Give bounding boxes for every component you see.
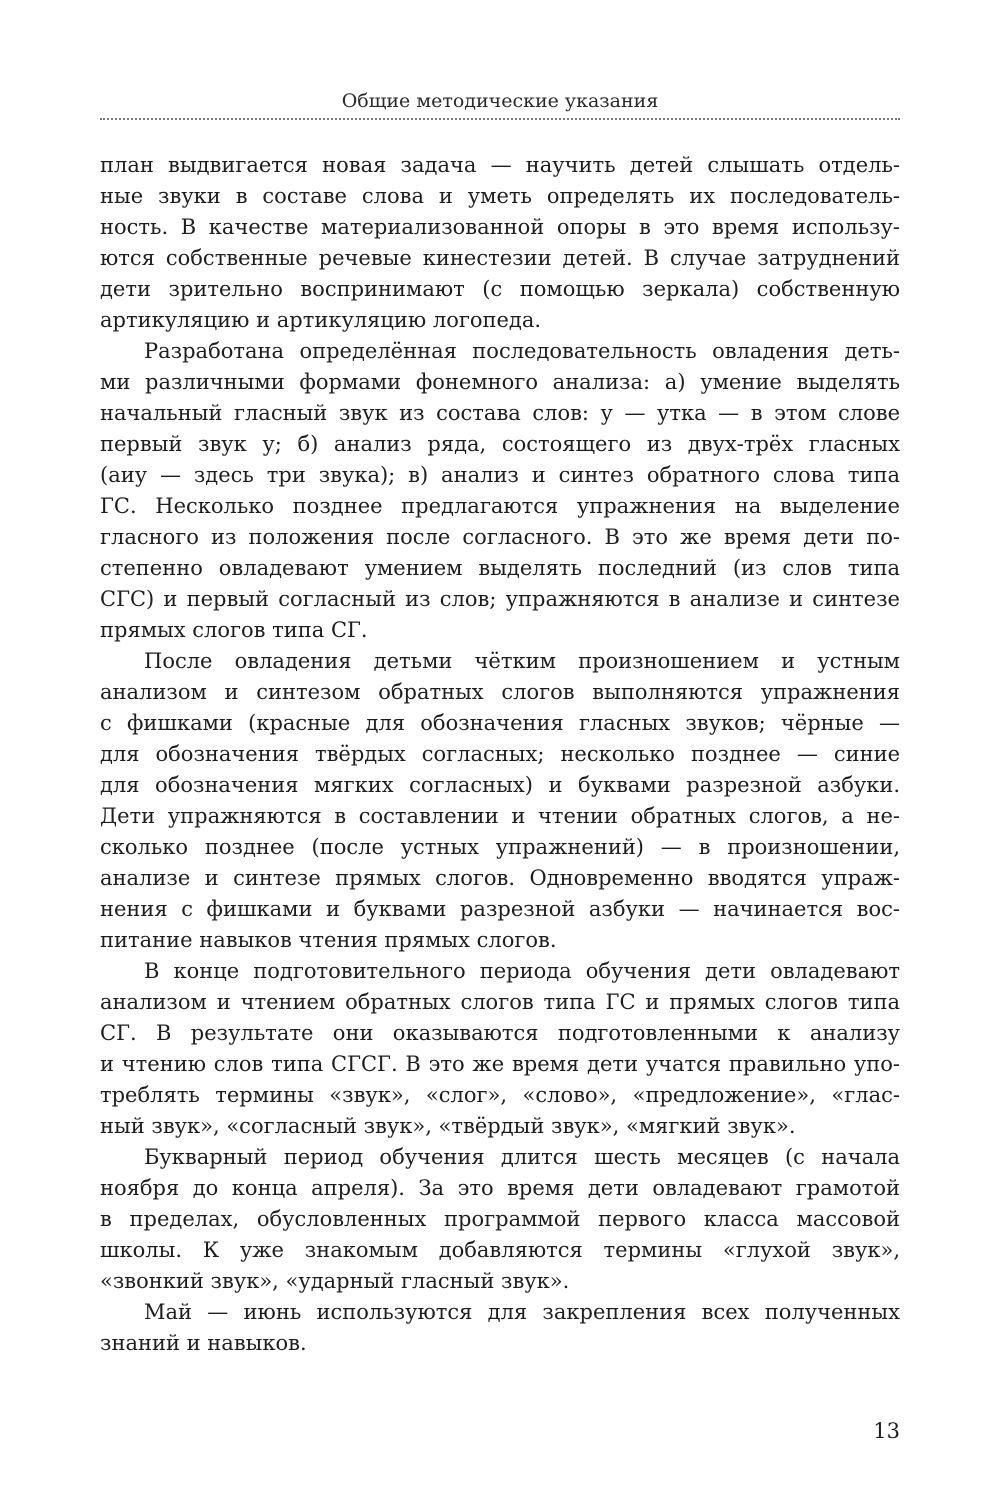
- text-line: с фишками (красные для обозначения гласных звуков; чёрные —: [100, 711, 900, 735]
- text-line: «звонкий звук», «ударный гласный звук».: [100, 1269, 570, 1293]
- text-line: степенно овладевают умением выделять последний (из слов типа: [100, 556, 900, 580]
- text-line: ются собственные речевые кинестезии детей. В случае затруднений: [100, 246, 900, 270]
- text-line: анализе и синтезе прямых слогов. Одновременно вводятся упраж-: [100, 866, 900, 890]
- text-line: После овладения детьми чётким произношением и устным: [144, 649, 900, 673]
- text-line: питание навыков чтения прямых слогов.: [100, 928, 557, 952]
- header-dotted-rule: [100, 118, 900, 120]
- text-line: треблять термины «звук», «слог», «слово», «предложение», «глас-: [100, 1083, 900, 1107]
- text-line: СГС) и первый согласный из слов; упражняются в анализе и синтезе: [100, 587, 900, 611]
- text-line: для обозначения твёрдых согласных; несколько позднее — синие: [100, 742, 900, 766]
- text-line: анализом и синтезом обратных слогов выполняются упражнения: [100, 680, 900, 704]
- text-line: (аиу — здесь три звука); в) анализ и синтез обратного слова типа: [100, 463, 900, 487]
- text-line: Разработана определённая последовательность овладения деть-: [144, 339, 900, 363]
- paragraph-6: [100, 1297, 900, 1359]
- text-line: гласного из положения после согласного. В это же время дети по-: [100, 525, 900, 549]
- running-header: Общие методические указания: [341, 90, 659, 112]
- text-line: В конце подготовительного периода обучения дети овладевают: [144, 959, 900, 983]
- text-line: ность. В качестве материализованной опоры в это время использу-: [100, 215, 900, 239]
- text-line: и чтению слов типа СГСГ. В это же время дети учатся правильно упо-: [100, 1052, 900, 1076]
- paragraph-1: [100, 150, 900, 336]
- text-line: ноября до конца апреля). За это время дети овладевают грамотой: [100, 1176, 900, 1200]
- text-line: Май — июнь используются для закрепления всех полученных: [144, 1300, 900, 1324]
- paragraph-5: [100, 1142, 900, 1297]
- text-line: сколько позднее (после устных упражнений) — в произношении,: [100, 835, 900, 859]
- paragraph-4: [100, 956, 900, 1142]
- text-line: дети зрительно воспринимают (с помощью зеркала) собственную: [100, 277, 900, 301]
- text-line: начальный гласный звук из состава слов: у — утка — в этом слове: [100, 401, 900, 425]
- text-line: нения с фишками и буквами разрезной азбуки — начинается вос-: [100, 897, 900, 921]
- text-line: первый звук у; б) анализ ряда, состоящего из двух-трёх гласных: [100, 432, 900, 456]
- text-line: в пределах, обусловленных программой первого класса массовой: [100, 1207, 900, 1231]
- text-line: школы. К уже знакомым добавляются термины «глухой звук»,: [100, 1238, 900, 1262]
- text-line: Дети упражняются в составлении и чтении обратных слогов, а не-: [100, 804, 900, 828]
- page-number: 13: [873, 1419, 900, 1443]
- text-line: ГС. Несколько позднее предлагаются упражнения на выделение: [100, 494, 900, 518]
- text-line: знаний и навыков.: [100, 1331, 307, 1355]
- text-line: анализом и чтением обратных слогов типа ГС и прямых слогов типа: [100, 990, 900, 1014]
- text-line: Букварный период обучения длится шесть месяцев (с начала: [144, 1145, 900, 1169]
- body-text: [100, 150, 900, 1359]
- paragraph-2: [100, 336, 900, 646]
- paragraph-3: [100, 646, 900, 956]
- text-line: ный звук», «согласный звук», «твёрдый звук», «мягкий звук».: [100, 1114, 796, 1138]
- text-line: план выдвигается новая задача — научить детей слышать отдель-: [100, 153, 900, 177]
- text-line: артикуляцию и артикуляцию логопеда.: [100, 308, 542, 332]
- text-line: ми различными формами фонемного анализа: а) умение выделять: [100, 370, 900, 394]
- text-line: прямых слогов типа СГ.: [100, 618, 368, 642]
- text-line: для обозначения мягких согласных) и буквами разрезной азбуки.: [100, 773, 900, 797]
- text-line: ные звуки в составе слова и уметь определять их последователь-: [100, 184, 900, 208]
- text-line: СГ. В результате они оказываются подготовленными к анализу: [100, 1021, 900, 1045]
